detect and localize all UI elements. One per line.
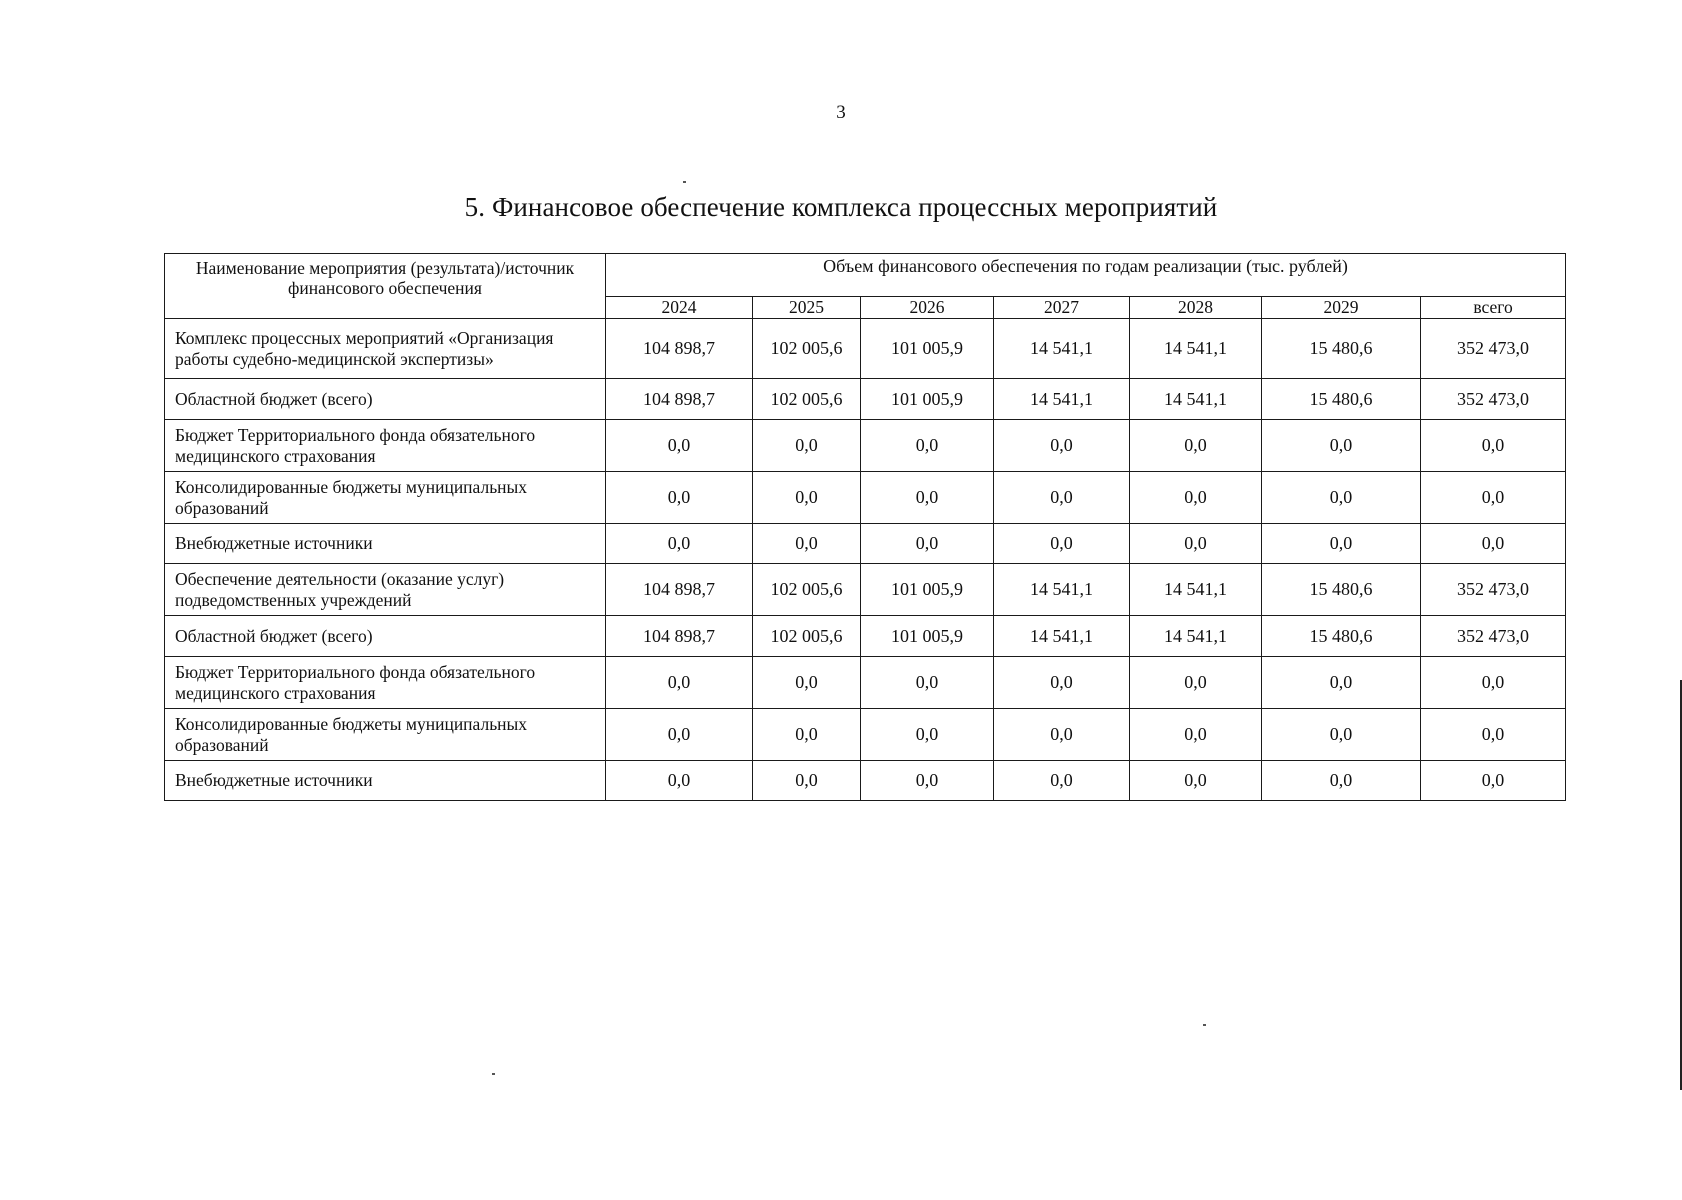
value-cell: 0,0	[861, 524, 994, 564]
value-cell: 0,0	[994, 524, 1130, 564]
scan-speck	[1203, 1024, 1206, 1026]
row-label: Комплекс процессных мероприятий «Организация работы судебно-медицинской экспертизы»	[165, 319, 606, 379]
total-cell: 352 473,0	[1421, 379, 1566, 420]
financing-table	[164, 253, 1566, 801]
value-cell: 0,0	[753, 709, 861, 761]
value-cell: 15 480,6	[1262, 319, 1421, 379]
row-label: Консолидированные бюджеты муниципальных образований	[165, 472, 606, 524]
value-cell: 14 541,1	[994, 564, 1130, 616]
total-cell: 352 473,0	[1421, 319, 1566, 379]
value-cell: 0,0	[994, 420, 1130, 472]
total-cell: 0,0	[1421, 472, 1566, 524]
page-number: 3	[836, 102, 846, 123]
value-cell: 0,0	[1262, 709, 1421, 761]
section-title: 5. Финансовое обеспечение комплекса процессных мероприятий	[464, 192, 1218, 222]
value-cell: 104 898,7	[606, 616, 753, 657]
value-cell: 102 005,6	[753, 319, 861, 379]
table-row	[165, 472, 1566, 524]
table-row	[165, 379, 1566, 420]
value-cell: 14 541,1	[1130, 379, 1262, 420]
header-event-name: Наименование мероприятия (результата)/источник финансового обеспечения	[165, 254, 606, 319]
year-header: 2027	[994, 297, 1130, 319]
value-cell: 0,0	[753, 420, 861, 472]
table-header-row	[165, 254, 1566, 297]
value-cell: 102 005,6	[753, 616, 861, 657]
table-row	[165, 319, 1566, 379]
value-cell: 0,0	[861, 472, 994, 524]
value-cell: 15 480,6	[1262, 616, 1421, 657]
row-label: Внебюджетные источники	[165, 524, 606, 564]
scan-speck	[683, 181, 686, 183]
value-cell: 14 541,1	[1130, 319, 1262, 379]
header-funding-volume: Объем финансового обеспечения по годам реализации (тыс. рублей)	[606, 254, 1566, 297]
value-cell: 0,0	[994, 657, 1130, 709]
value-cell: 102 005,6	[753, 379, 861, 420]
value-cell: 0,0	[606, 657, 753, 709]
value-cell: 102 005,6	[753, 564, 861, 616]
value-cell: 0,0	[1130, 657, 1262, 709]
table-body	[165, 319, 1566, 801]
value-cell: 0,0	[1262, 472, 1421, 524]
year-header: 2028	[1130, 297, 1262, 319]
value-cell: 0,0	[1262, 420, 1421, 472]
row-label: Бюджет Территориального фонда обязательного медицинского страхования	[165, 657, 606, 709]
value-cell: 15 480,6	[1262, 564, 1421, 616]
value-cell: 0,0	[994, 709, 1130, 761]
value-cell: 0,0	[1130, 420, 1262, 472]
year-header: 2024	[606, 297, 753, 319]
total-cell: 0,0	[1421, 761, 1566, 801]
value-cell: 0,0	[1262, 657, 1421, 709]
row-label: Областной бюджет (всего)	[165, 379, 606, 420]
value-cell: 0,0	[606, 472, 753, 524]
value-cell: 0,0	[1130, 524, 1262, 564]
value-cell: 0,0	[606, 761, 753, 801]
value-cell: 101 005,9	[861, 319, 994, 379]
row-label: Областной бюджет (всего)	[165, 616, 606, 657]
value-cell: 0,0	[861, 709, 994, 761]
scan-speck	[492, 1073, 495, 1075]
value-cell: 101 005,9	[861, 379, 994, 420]
value-cell: 0,0	[606, 709, 753, 761]
value-cell: 14 541,1	[994, 319, 1130, 379]
value-cell: 0,0	[1262, 761, 1421, 801]
table-row	[165, 761, 1566, 801]
value-cell: 14 541,1	[1130, 564, 1262, 616]
row-label: Обеспечение деятельности (оказание услуг) подведомственных учреждений	[165, 564, 606, 616]
row-label: Внебюджетные источники	[165, 761, 606, 801]
value-cell: 104 898,7	[606, 319, 753, 379]
value-cell: 0,0	[753, 657, 861, 709]
row-label: Консолидированные бюджеты муниципальных образований	[165, 709, 606, 761]
total-cell: 0,0	[1421, 420, 1566, 472]
value-cell: 0,0	[606, 524, 753, 564]
value-cell: 14 541,1	[1130, 616, 1262, 657]
value-cell: 0,0	[753, 761, 861, 801]
value-cell: 0,0	[994, 761, 1130, 801]
value-cell: 14 541,1	[994, 379, 1130, 420]
table-row	[165, 657, 1566, 709]
value-cell: 0,0	[753, 472, 861, 524]
table-row	[165, 420, 1566, 472]
row-label: Бюджет Территориального фонда обязательного медицинского страхования	[165, 420, 606, 472]
total-cell: 352 473,0	[1421, 564, 1566, 616]
value-cell: 0,0	[1130, 709, 1262, 761]
value-cell: 0,0	[861, 761, 994, 801]
total-cell: 352 473,0	[1421, 616, 1566, 657]
year-header: 2026	[861, 297, 994, 319]
value-cell: 101 005,9	[861, 616, 994, 657]
value-cell: 0,0	[1262, 524, 1421, 564]
table-row	[165, 709, 1566, 761]
value-cell: 104 898,7	[606, 379, 753, 420]
value-cell: 14 541,1	[994, 616, 1130, 657]
year-header: 2029	[1262, 297, 1421, 319]
value-cell: 15 480,6	[1262, 379, 1421, 420]
total-cell: 0,0	[1421, 657, 1566, 709]
table-row	[165, 524, 1566, 564]
value-cell: 0,0	[861, 657, 994, 709]
table-row	[165, 564, 1566, 616]
value-cell: 0,0	[861, 420, 994, 472]
value-cell: 0,0	[994, 472, 1130, 524]
value-cell: 101 005,9	[861, 564, 994, 616]
year-header: 2025	[753, 297, 861, 319]
value-cell: 104 898,7	[606, 564, 753, 616]
total-cell: 0,0	[1421, 709, 1566, 761]
value-cell: 0,0	[1130, 761, 1262, 801]
value-cell: 0,0	[1130, 472, 1262, 524]
value-cell: 0,0	[606, 420, 753, 472]
table-row	[165, 616, 1566, 657]
total-header: всего	[1421, 297, 1566, 319]
value-cell: 0,0	[753, 524, 861, 564]
total-cell: 0,0	[1421, 524, 1566, 564]
